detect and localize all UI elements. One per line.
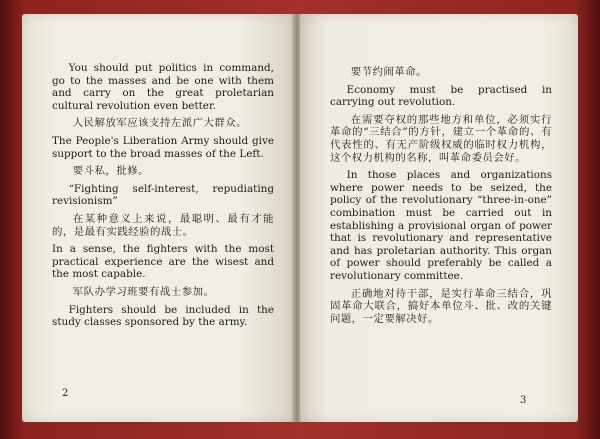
paragraph: In those places and organizations where power needs to be seized, the policy of the revolutionary “three-in-one” combination must be carried out in establishing a provisional organ of power that is revolutionary and representative and has proletarian authority. This organ of power should preferably be called a revolutionary committee.	[330, 169, 552, 282]
left-page-text	[52, 62, 274, 334]
paragraph: 在需要夺权的那些地方和单位，必须实行革命的“三结合”的方针，建立一个革命的、有代表性的、有无产阶级权威的临时权力机构，这个权力机构的名称，叫革命委员会好。	[330, 113, 552, 164]
paragraph: 要斗私，批修。	[72, 165, 150, 178]
paragraph: “Fighting self-interest, repudiating revisionism”	[52, 182, 274, 208]
paragraph: Fighters should be included in the study classes sponsored by the army.	[52, 303, 274, 329]
paragraph: You should put politics in command, go to the masses and be one with them and carry on the great proletarian cultural revolution even better.	[52, 62, 274, 112]
paragraph: 人民解放军应该支持左派广大群众。	[72, 117, 248, 130]
right-page	[300, 14, 578, 422]
left-page	[22, 14, 294, 422]
paragraph: 军队办学习班要有战士参加。	[72, 285, 215, 298]
paragraph: 正确地对待干部，是实行革命三结合，巩固革命大联合，搞好本单位斗、批、改的关键问题，一定要解决好。	[330, 287, 552, 325]
paragraph: In a sense, the fighters with the most practical experience are the wisest and the most capable.	[52, 243, 274, 281]
paragraph: The People's Liberation Army should give support to the broad masses of the Left.	[52, 134, 274, 160]
paragraph: 在某种意义上来说，最聪明、最有才能的，是最有实践经验的战士。	[52, 212, 274, 238]
page-number: 3	[520, 395, 527, 406]
paragraph: Economy must be practised in carrying out revolution.	[330, 83, 552, 109]
page-number: 2	[62, 388, 69, 399]
right-page-text	[330, 66, 552, 330]
paragraph: 要节约闹革命。	[350, 66, 428, 78]
